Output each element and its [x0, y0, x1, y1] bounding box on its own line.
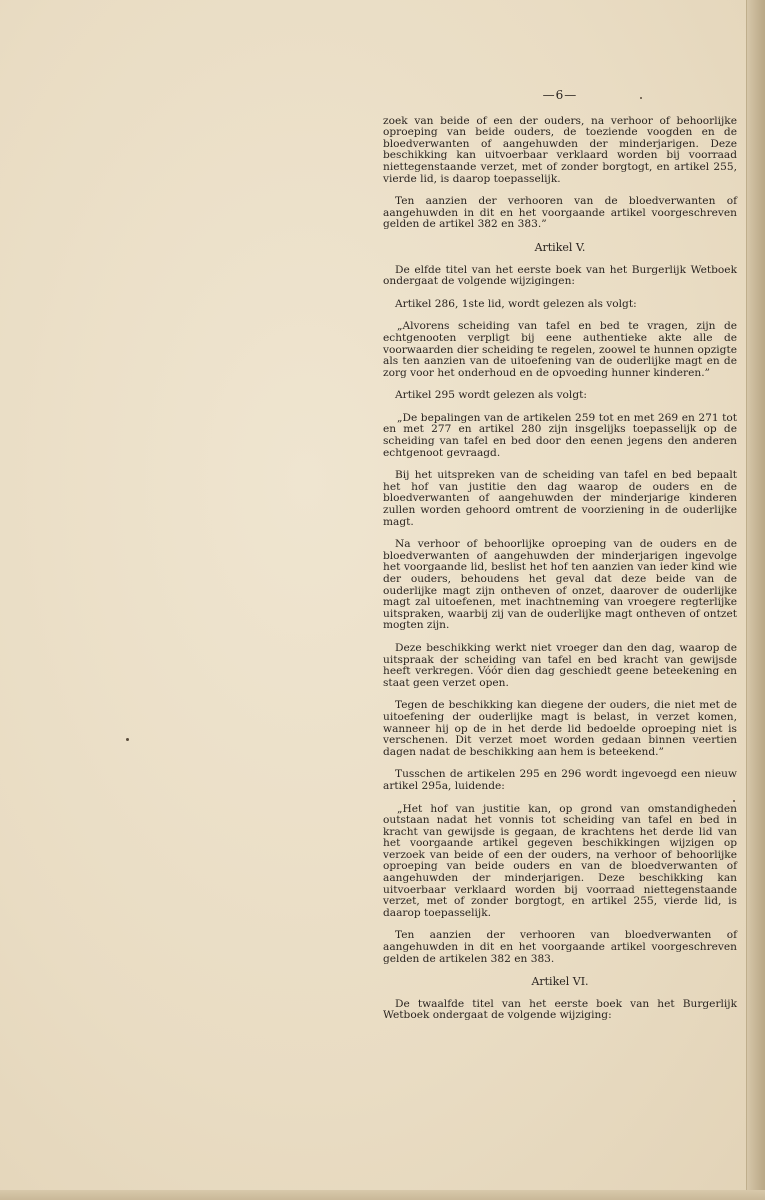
paragraph: Bij het uitspreken van de scheiding van tafel en bed bepaalt het hof van justitie den dag waarop de ouders en de bloedverwanten of aangehuwden der minderjarige kinderen zullen worden gehoord omtrent de voorziening in de ouderlijke magt.	[383, 469, 737, 528]
paragraph: Na verhoor of behoorlijke oproeping van de ouders en de bloedverwanten of aangehuwden der minderjarigen ingevolge het voorgaande lid, beslist het hof ten aanzien van ieder kind wie der ouders, behoudens het geval dat deze beide van de ouderlijke magt zijn ontheven of onzet, daarover de ouderlijke magt zal uitoefenen, met inachtneming van vroegere regterlijke uitspraken, waarbij zij van de ouderlijke magt ontheven of ontzet mogten zijn.	[383, 538, 737, 632]
paragraph: Ten aanzien der verhooren van de bloedverwanten of aangehuwden in dit en het voorgaande artikel voorgeschreven gelden de artikel 382 en 383.”	[383, 195, 737, 231]
paragraph: Deze beschikking werkt niet vroeger dan den dag, waarop de uitspraak der scheiding van tafel en bed kracht van gewijsde heeft verkregen. Vóór dien dag geschiedt geene beteekening en staat geen verzet open.	[383, 641, 737, 689]
paragraph: De twaalfde titel van het eerste boek van het Burgerlijk Wetboek ondergaat de volgende wijziging:	[383, 997, 737, 1022]
paragraph: Ten aanzien der verhooren van bloedverwanten of aangehuwden in dit en het voorgaande artikel voorgeschreven gelden de artikelen 382 en 383.	[383, 929, 737, 965]
page-number: —6—	[542, 88, 578, 102]
paragraph: Tusschen de artikelen 295 en 296 wordt ingevoegd een nieuw artikel 295a, luidende:	[383, 768, 737, 792]
paragraph: zoek van beide of een der ouders, na verhoor of behoorlijke oproeping van beide ouders, de toeziende voogden en de bloedverwanten of aangehuwden der minderjarigen. Deze beschikking kan uitvoerbaar verklaard worden bij voorraad niettegenstaande verzet, met of zonder borgtogt, en artikel 255, vierde lid, is daarop toepasselijk.	[383, 114, 737, 185]
quoted-paragraph: „Alvorens scheiding van tafel en bed te vragen, zijn de echtgenooten verpligt bij eene authentieke akte alle de voorwaarden dier scheiding te regelen, zoowel te hunnen opzigte als ten aanzien van de uitoefening van de ouderlijke magt en de zorg voor het onderhoud en de opvoeding hunner kinderen.”	[383, 320, 737, 379]
paragraph: Artikel 286, 1ste lid, wordt gelezen als volgt:	[395, 297, 637, 310]
quoted-paragraph: „Het hof van justitie kan, op grond van omstandigheden outstaan nadat het vonnis tot scheiding van tafel en bed in kracht van gewijsde is gegaan, de krachtens het derde lid van het voorgaande artikel gegeven beschikkingen wijzigen op verzoek van beide of een der ouders, na verhoor of behoorlijke oproeping van beide ouders en van de bloedverwanten of aangehuwden der minderjarigen. Deze beschikking kan uitvoerbaar verklaard worden bij voorraad niettegenstaande verzet, met of zonder borgtogt, en artikel 255, vierde lid, is daarop toepasselijk.	[383, 802, 737, 919]
page-edge-bottom	[0, 1190, 765, 1200]
article-heading: Artikel V.	[534, 240, 586, 254]
quoted-paragraph: „De bepalingen van de artikelen 259 tot en met 269 en 271 tot en met 277 en artikel 280 zijn insgelijks toepasselijk op de scheiding van tafel en bed door den eenen jegens den anderen echtgenoot gevraagd.	[383, 411, 737, 459]
paragraph: Artikel 295 wordt gelezen als volgt:	[395, 389, 587, 402]
paragraph: De elfde titel van het eerste boek van het Burgerlijk Wetboek ondergaat de volgende wijzigingen:	[383, 263, 737, 288]
text-column	[383, 90, 737, 1033]
ink-speck	[126, 738, 129, 741]
article-heading: Artikel VI.	[531, 975, 589, 989]
page-edge-right	[746, 0, 765, 1200]
paragraph: Tegen de beschikking kan diegene der ouders, die niet met de uitoefening der ouderlijke magt is belast, in verzet komen, wanneer hij op de in het derde lid bedoelde oproeping niet is verschenen. Dit verzet moet worden gedaan binnen veertien dagen nadat de beschikking aan hem is beteekend.”	[383, 699, 737, 758]
